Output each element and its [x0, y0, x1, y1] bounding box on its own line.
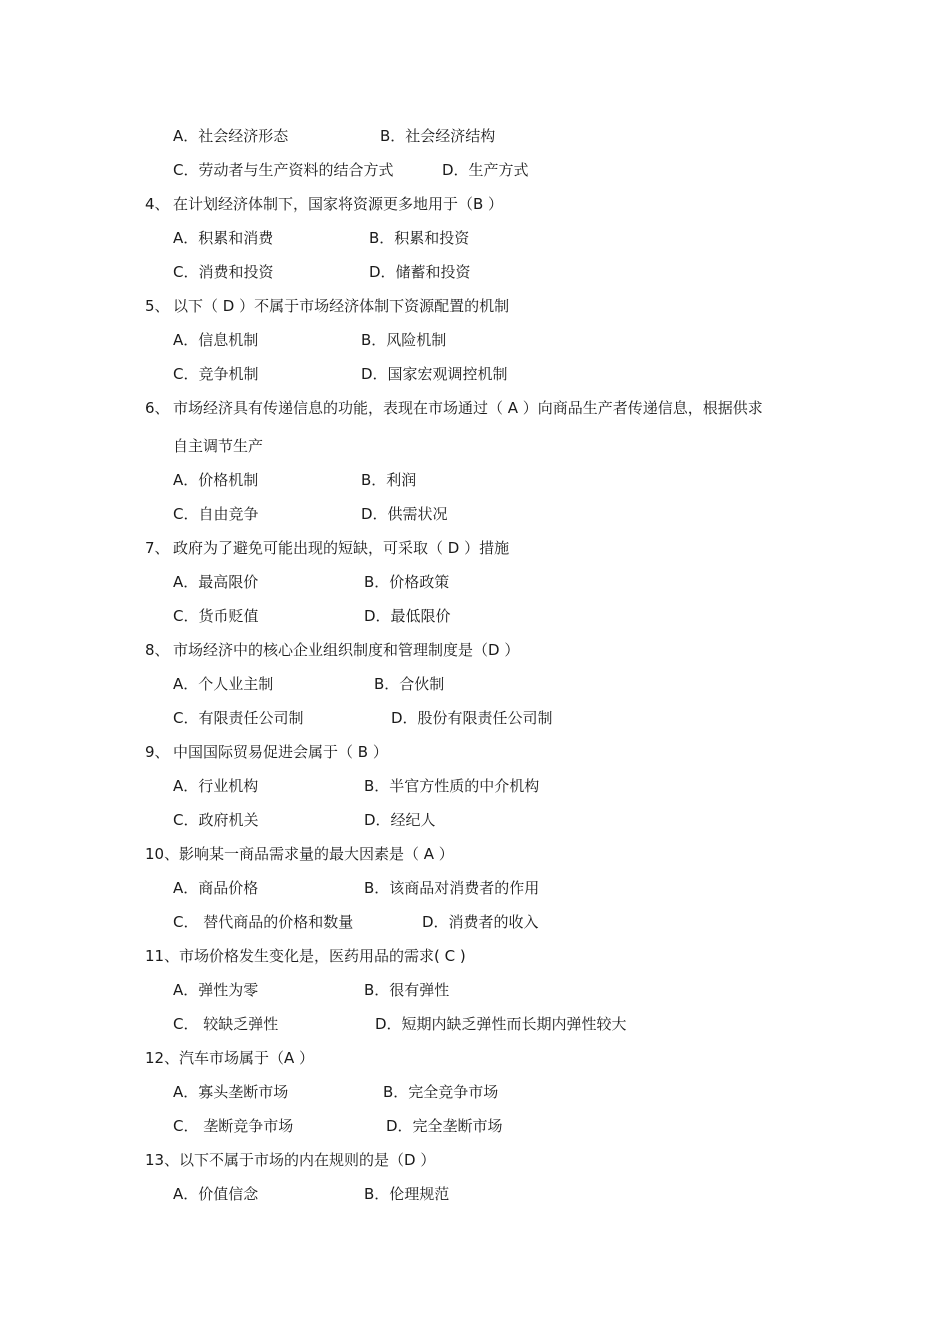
question-number: 6、: [145, 399, 170, 417]
question-text: 市场价格发生变化是，医药用品的需求( C ): [179, 947, 466, 965]
option-c: C．有限责任公司制: [173, 709, 304, 727]
question-9: [145, 742, 388, 762]
option-c: C．劳动者与生产资料的结合方式: [173, 161, 394, 179]
question-11: [145, 946, 466, 966]
question-number: 8、: [145, 641, 170, 659]
option-c: C． 较缺乏弹性: [173, 1015, 279, 1033]
question-8: [145, 640, 520, 660]
option-d: D．完全垄断市场: [386, 1117, 503, 1135]
question-text: 影响某一商品需求量的最大因素是（ A ）: [179, 845, 454, 863]
option-c: C． 替代商品的价格和数量: [173, 913, 354, 931]
option-a: A．弹性为零: [173, 981, 259, 999]
option-a: A．个人业主制: [173, 675, 274, 693]
question-text: 以下（ D ）不属于市场经济体制下资源配置的机制: [173, 297, 510, 315]
option-c: C．政府机关: [173, 811, 259, 829]
option-b: B．很有弹性: [364, 981, 450, 999]
option-a: A．商品价格: [173, 879, 259, 897]
option-b: B．价格政策: [364, 573, 450, 591]
option-a: A．行业机构: [173, 777, 259, 795]
question-number: 9、: [145, 743, 170, 761]
option-b: B．风险机制: [361, 331, 447, 349]
option-b: B．半官方性质的中介机构: [364, 777, 540, 795]
question-12: [145, 1048, 315, 1068]
option-d: D．生产方式: [442, 161, 529, 179]
option-d: D．供需状况: [361, 505, 448, 523]
option-b: B．利润: [361, 471, 417, 489]
option-a: A．最高限价: [173, 573, 259, 591]
question-number: 13、: [145, 1151, 180, 1169]
option-a: A．寡头垄断市场: [173, 1083, 289, 1101]
question-number: 11、: [145, 947, 180, 965]
option-b: B．完全竞争市场: [383, 1083, 499, 1101]
question-text: 在计划经济体制下，国家将资源更多地用于（B ）: [173, 195, 504, 213]
question-number: 12、: [145, 1049, 180, 1067]
question-text: 市场经济具有传递信息的功能，表现在市场通过（ A ）向商品生产者传递信息，根据供求: [173, 399, 763, 417]
option-b: B．该商品对消费者的作用: [364, 879, 540, 897]
option-c: C．货币贬值: [173, 607, 259, 625]
question-text: 以下不属于市场的内在规则的是（D ）: [179, 1151, 436, 1169]
option-c: C． 垄断竞争市场: [173, 1117, 294, 1135]
question-number: 7、: [145, 539, 170, 557]
question-text: 市场经济中的核心企业组织制度和管理制度是（D ）: [173, 641, 520, 659]
question-text: 政府为了避免可能出现的短缺，可采取（ D ）措施: [173, 539, 510, 557]
question-4: [145, 194, 504, 214]
question-7: [145, 538, 510, 558]
option-d: D．最低限价: [364, 607, 451, 625]
question-number: 5、: [145, 297, 170, 315]
question-13: [145, 1150, 436, 1170]
option-c: C．自由竞争: [173, 505, 259, 523]
question-number: 4、: [145, 195, 170, 213]
option-a: A．社会经济形态: [173, 127, 289, 145]
option-d: D．消费者的收入: [422, 913, 539, 931]
option-d: D．股份有限责任公司制: [391, 709, 553, 727]
question-number: 10、: [145, 845, 180, 863]
option-c: C．竞争机制: [173, 365, 259, 383]
option-d: D．储蓄和投资: [369, 263, 471, 281]
option-b: B．伦理规范: [364, 1185, 450, 1203]
question-10: [145, 844, 454, 864]
option-b: B．合伙制: [374, 675, 445, 693]
option-a: A．价值信念: [173, 1185, 259, 1203]
option-c: C．消费和投资: [173, 263, 274, 281]
option-d: D．经纪人: [364, 811, 436, 829]
option-b: B．积累和投资: [369, 229, 470, 247]
option-b: B．社会经济结构: [380, 127, 496, 145]
option-a: A．积累和消费: [173, 229, 274, 247]
question-text-continuation: 自主调节生产: [173, 437, 264, 455]
question-text: 中国国际贸易促进会属于（ B ）: [173, 743, 388, 761]
question-5: [145, 296, 510, 316]
option-a: A．价格机制: [173, 471, 259, 489]
option-d: D．短期内缺乏弹性而长期内弹性较大: [375, 1015, 627, 1033]
question-6: [145, 398, 763, 418]
option-a: A．信息机制: [173, 331, 259, 349]
option-d: D．国家宏观调控机制: [361, 365, 508, 383]
question-text: 汽车市场属于（A ）: [179, 1049, 315, 1067]
